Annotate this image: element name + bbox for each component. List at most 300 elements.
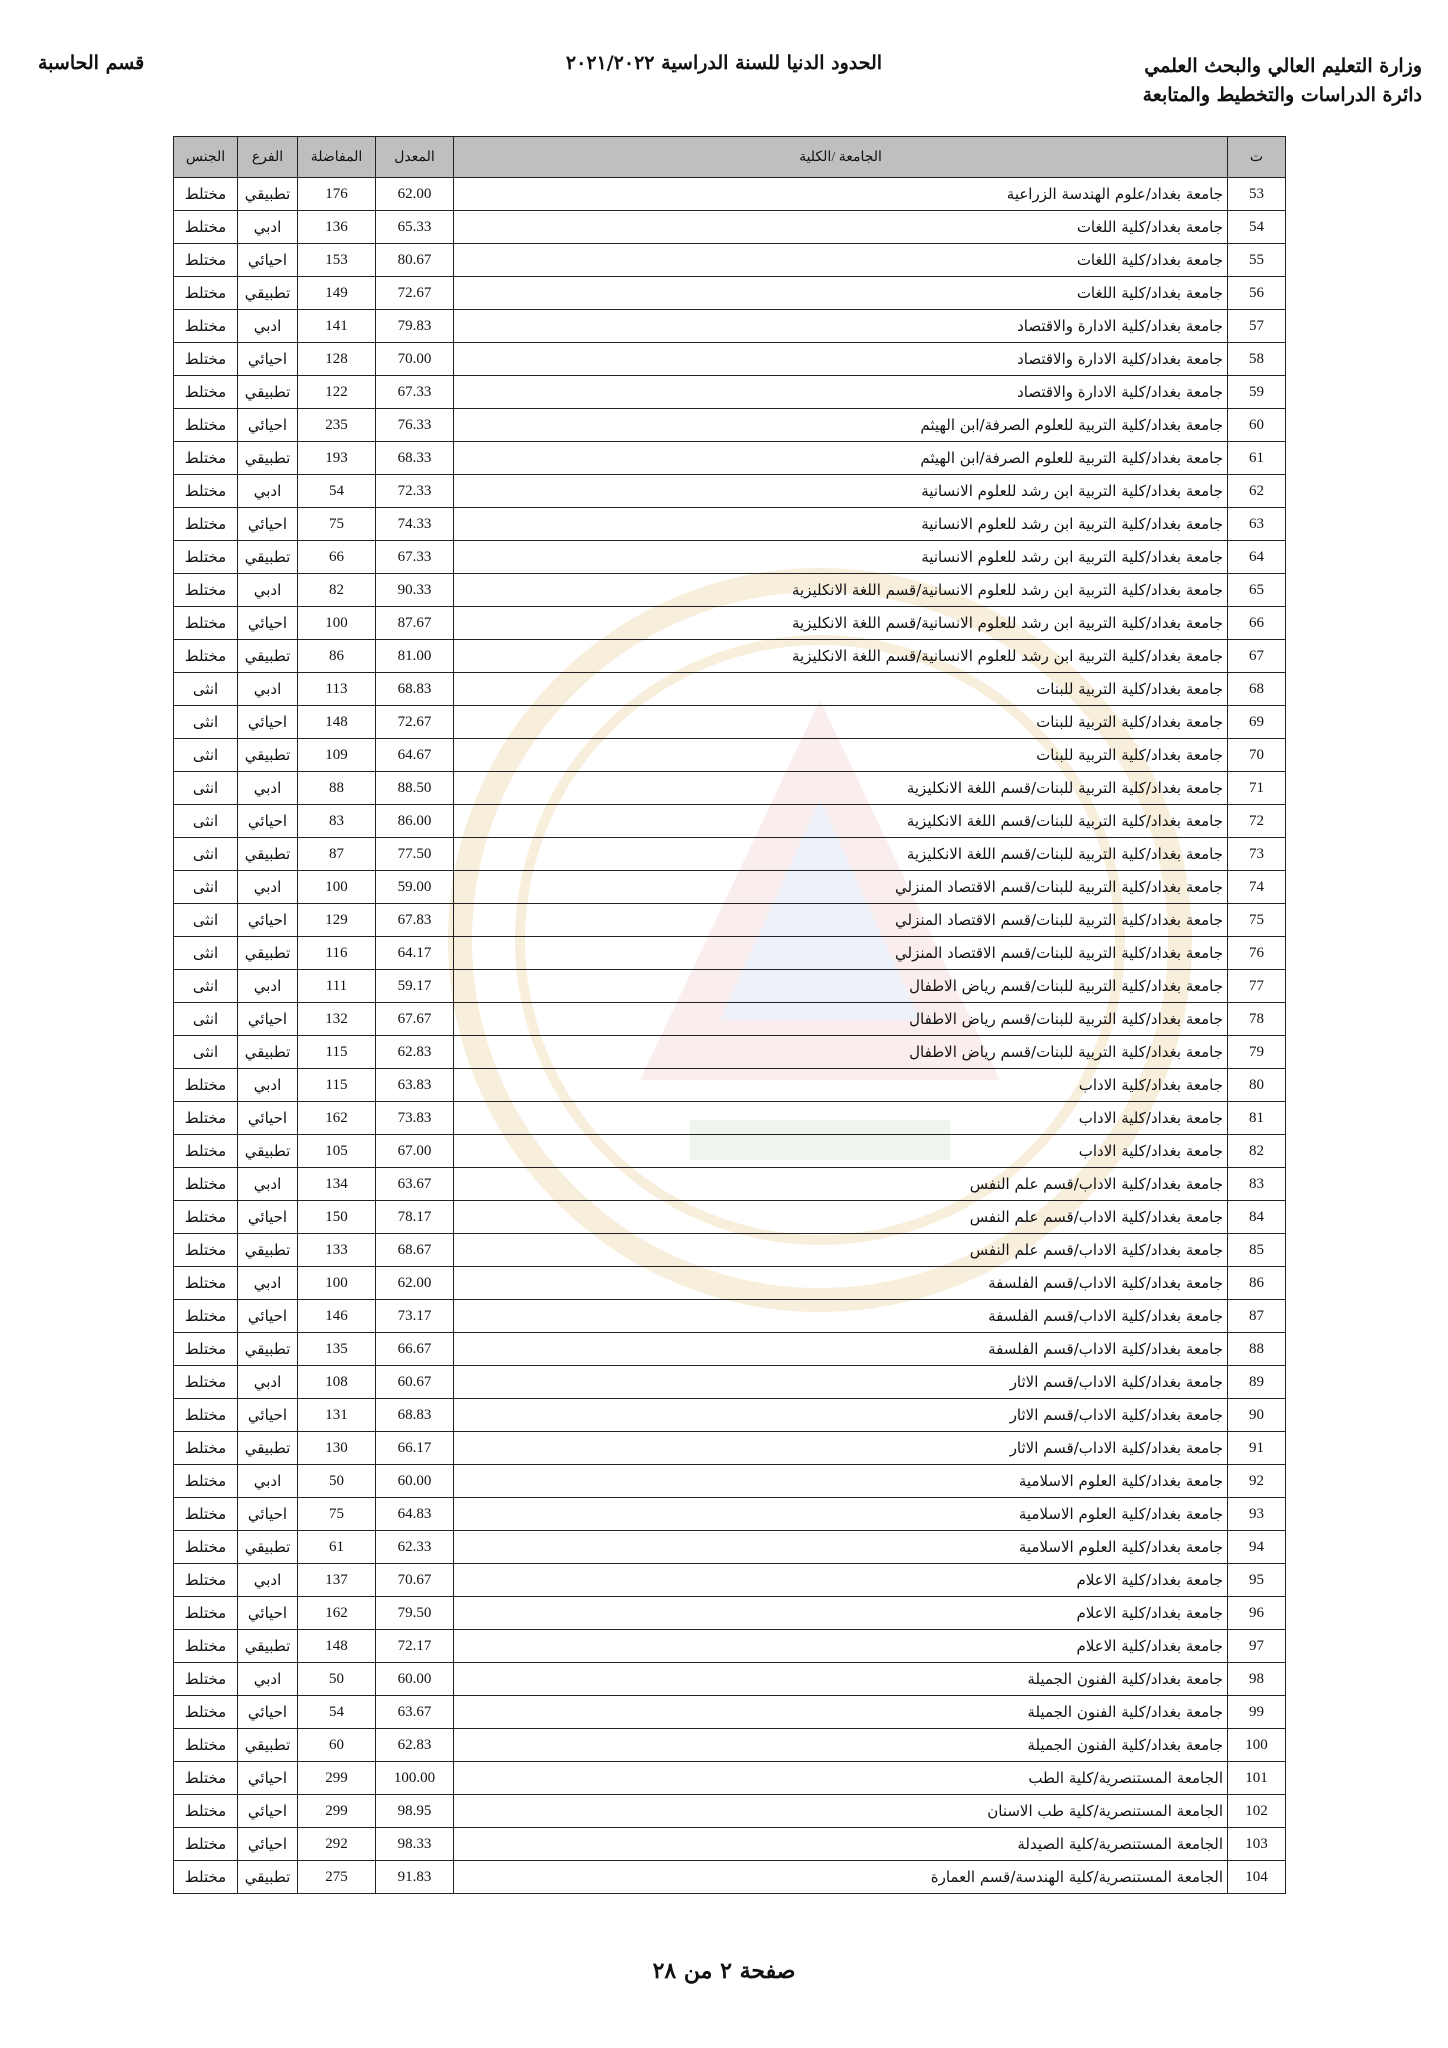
preference-cell: 149 [298, 277, 376, 310]
university-college-cell: جامعة بغداد/كلية التربية للبنات [454, 706, 1228, 739]
row-number-cell: 97 [1228, 1630, 1286, 1663]
branch-cell: احيائي [238, 409, 298, 442]
gender-cell: مختلط [174, 1597, 238, 1630]
row-number-cell: 57 [1228, 310, 1286, 343]
branch-cell: احيائي [238, 1399, 298, 1432]
average-cell: 59.17 [376, 970, 454, 1003]
gender-cell: مختلط [174, 574, 238, 607]
branch-cell: احيائي [238, 1795, 298, 1828]
gender-cell: مختلط [174, 1135, 238, 1168]
gender-cell: مختلط [174, 409, 238, 442]
branch-cell: تطبيقي [238, 376, 298, 409]
gender-cell: مختلط [174, 1366, 238, 1399]
average-cell: 81.00 [376, 640, 454, 673]
gender-cell: مختلط [174, 1069, 238, 1102]
gender-cell: مختلط [174, 640, 238, 673]
table-row [174, 772, 1286, 805]
branch-cell: احيائي [238, 1696, 298, 1729]
branch-cell: احيائي [238, 1003, 298, 1036]
row-number-cell: 82 [1228, 1135, 1286, 1168]
university-college-cell: جامعة بغداد/كلية الاداب [454, 1102, 1228, 1135]
average-cell: 87.67 [376, 607, 454, 640]
gender-cell: انثى [174, 838, 238, 871]
table-row [174, 1597, 1286, 1630]
university-college-cell: الجامعة المستنصرية/كلية الطب [454, 1762, 1228, 1795]
average-cell: 67.00 [376, 1135, 454, 1168]
branch-cell: احيائي [238, 1102, 298, 1135]
branch-cell: ادبي [238, 310, 298, 343]
row-number-cell: 78 [1228, 1003, 1286, 1036]
average-cell: 88.50 [376, 772, 454, 805]
row-number-cell: 89 [1228, 1366, 1286, 1399]
row-number-cell: 100 [1228, 1729, 1286, 1762]
row-number-cell: 56 [1228, 277, 1286, 310]
row-number-cell: 69 [1228, 706, 1286, 739]
preference-cell: 299 [298, 1795, 376, 1828]
average-cell: 67.33 [376, 376, 454, 409]
gender-cell: مختلط [174, 1828, 238, 1861]
branch-cell: تطبيقي [238, 640, 298, 673]
gender-cell: انثى [174, 739, 238, 772]
average-cell: 59.00 [376, 871, 454, 904]
average-cell: 70.67 [376, 1564, 454, 1597]
average-cell: 63.83 [376, 1069, 454, 1102]
preference-cell: 299 [298, 1762, 376, 1795]
row-number-cell: 96 [1228, 1597, 1286, 1630]
average-cell: 98.95 [376, 1795, 454, 1828]
preference-cell: 292 [298, 1828, 376, 1861]
table-row [174, 805, 1286, 838]
average-cell: 60.67 [376, 1366, 454, 1399]
average-cell: 62.83 [376, 1729, 454, 1762]
average-cell: 67.33 [376, 541, 454, 574]
branch-cell: احيائي [238, 1300, 298, 1333]
average-cell: 74.33 [376, 508, 454, 541]
gender-cell: مختلط [174, 1399, 238, 1432]
gender-cell: مختلط [174, 1267, 238, 1300]
university-college-cell: جامعة بغداد/كلية التربية ابن رشد للعلوم الانسانية [454, 475, 1228, 508]
university-college-cell: جامعة بغداد/كلية التربية للبنات/قسم الاقتصاد المنزلي [454, 904, 1228, 937]
branch-cell: تطبيقي [238, 1861, 298, 1894]
university-college-cell: جامعة بغداد/كلية التربية للعلوم الصرفة/ابن الهيثم [454, 442, 1228, 475]
university-college-cell: جامعة بغداد/كلية الادارة والاقتصاد [454, 343, 1228, 376]
branch-cell: ادبي [238, 673, 298, 706]
table-row [174, 673, 1286, 706]
table-row [174, 1432, 1286, 1465]
table-row [174, 1630, 1286, 1663]
average-cell: 60.00 [376, 1465, 454, 1498]
gender-cell: مختلط [174, 1234, 238, 1267]
table-row [174, 1399, 1286, 1432]
gender-cell: مختلط [174, 541, 238, 574]
university-college-cell: جامعة بغداد/كلية التربية للبنات/قسم اللغة الانكليزية [454, 772, 1228, 805]
table-row [174, 310, 1286, 343]
gender-cell: انثى [174, 1036, 238, 1069]
average-cell: 72.17 [376, 1630, 454, 1663]
table-row [174, 1564, 1286, 1597]
row-number-cell: 95 [1228, 1564, 1286, 1597]
preference-cell: 100 [298, 607, 376, 640]
university-college-cell: جامعة بغداد/كلية الادارة والاقتصاد [454, 376, 1228, 409]
preference-cell: 129 [298, 904, 376, 937]
table-row [174, 1729, 1286, 1762]
preference-cell: 193 [298, 442, 376, 475]
branch-cell: ادبي [238, 211, 298, 244]
table-row [174, 640, 1286, 673]
preference-cell: 122 [298, 376, 376, 409]
row-number-cell: 62 [1228, 475, 1286, 508]
preference-cell: 116 [298, 937, 376, 970]
preference-cell: 50 [298, 1663, 376, 1696]
preference-cell: 131 [298, 1399, 376, 1432]
university-college-cell: جامعة بغداد/كلية الاداب/قسم الاثار [454, 1432, 1228, 1465]
branch-cell: احيائي [238, 607, 298, 640]
row-number-cell: 87 [1228, 1300, 1286, 1333]
gender-cell: مختلط [174, 1531, 238, 1564]
gender-cell: مختلط [174, 1696, 238, 1729]
university-college-cell: جامعة بغداد/كلية الاداب/قسم الاثار [454, 1366, 1228, 1399]
table-row [174, 1366, 1286, 1399]
gender-cell: مختلط [174, 607, 238, 640]
table-row [174, 1696, 1286, 1729]
gender-cell: مختلط [174, 1762, 238, 1795]
preference-cell: 105 [298, 1135, 376, 1168]
branch-cell: احيائي [238, 343, 298, 376]
university-college-cell: جامعة بغداد/كلية الاداب [454, 1069, 1228, 1102]
average-cell: 77.50 [376, 838, 454, 871]
university-college-cell: جامعة بغداد/كلية الاداب/قسم علم النفس [454, 1168, 1228, 1201]
preference-cell: 109 [298, 739, 376, 772]
preference-cell: 83 [298, 805, 376, 838]
branch-cell: احيائي [238, 706, 298, 739]
average-cell: 63.67 [376, 1696, 454, 1729]
table-row [174, 1762, 1286, 1795]
branch-cell: احيائي [238, 805, 298, 838]
gender-cell: مختلط [174, 244, 238, 277]
table-row [174, 409, 1286, 442]
university-college-cell: جامعة بغداد/كلية الاداب [454, 1135, 1228, 1168]
branch-cell: احيائي [238, 1828, 298, 1861]
gender-cell: مختلط [174, 1102, 238, 1135]
row-number-cell: 86 [1228, 1267, 1286, 1300]
branch-cell: تطبيقي [238, 541, 298, 574]
average-cell: 62.83 [376, 1036, 454, 1069]
table-row [174, 1300, 1286, 1333]
table-row [174, 1036, 1286, 1069]
preference-cell: 176 [298, 178, 376, 211]
preference-cell: 136 [298, 211, 376, 244]
university-college-cell: جامعة بغداد/كلية العلوم الاسلامية [454, 1531, 1228, 1564]
average-cell: 68.83 [376, 673, 454, 706]
average-cell: 73.83 [376, 1102, 454, 1135]
average-cell: 67.83 [376, 904, 454, 937]
preference-cell: 137 [298, 1564, 376, 1597]
table-row [174, 376, 1286, 409]
table-row [174, 970, 1286, 1003]
table-row [174, 1861, 1286, 1894]
table-row [174, 1498, 1286, 1531]
row-number-cell: 93 [1228, 1498, 1286, 1531]
branch-cell: تطبيقي [238, 1333, 298, 1366]
preference-cell: 87 [298, 838, 376, 871]
university-college-cell: جامعة بغداد/كلية التربية للبنات/قسم الاقتصاد المنزلي [454, 937, 1228, 970]
gender-cell: مختلط [174, 343, 238, 376]
average-cell: 70.00 [376, 343, 454, 376]
average-cell: 72.67 [376, 277, 454, 310]
table-body [174, 178, 1286, 1894]
university-college-cell: الجامعة المستنصرية/كلية طب الاسنان [454, 1795, 1228, 1828]
gender-cell: انثى [174, 1003, 238, 1036]
gender-cell: مختلط [174, 1201, 238, 1234]
gender-cell: مختلط [174, 178, 238, 211]
preference-cell: 75 [298, 1498, 376, 1531]
gender-cell: مختلط [174, 376, 238, 409]
university-college-cell: جامعة بغداد/كلية الفنون الجميلة [454, 1696, 1228, 1729]
table-row [174, 706, 1286, 739]
row-number-cell: 55 [1228, 244, 1286, 277]
row-number-cell: 79 [1228, 1036, 1286, 1069]
university-college-cell: جامعة بغداد/كلية اللغات [454, 211, 1228, 244]
preference-cell: 275 [298, 1861, 376, 1894]
page-number: صفحة ٢ من ٢٨ [652, 1958, 796, 1984]
table-row [174, 937, 1286, 970]
average-cell: 90.33 [376, 574, 454, 607]
average-cell: 79.83 [376, 310, 454, 343]
row-number-cell: 53 [1228, 178, 1286, 211]
row-number-cell: 83 [1228, 1168, 1286, 1201]
table-row [174, 1465, 1286, 1498]
university-college-cell: جامعة بغداد/كلية العلوم الاسلامية [454, 1465, 1228, 1498]
university-college-cell: جامعة بغداد/كلية التربية للبنات/قسم الاقتصاد المنزلي [454, 871, 1228, 904]
university-college-cell: الجامعة المستنصرية/كلية الهندسة/قسم العمارة [454, 1861, 1228, 1894]
branch-cell: تطبيقي [238, 442, 298, 475]
branch-cell: ادبي [238, 1366, 298, 1399]
university-college-cell: جامعة بغداد/علوم الهندسة الزراعية [454, 178, 1228, 211]
table-row [174, 244, 1286, 277]
branch-cell: تطبيقي [238, 178, 298, 211]
university-college-cell: جامعة بغداد/كلية الاداب/قسم الاثار [454, 1399, 1228, 1432]
branch-cell: احيائي [238, 244, 298, 277]
average-cell: 67.67 [376, 1003, 454, 1036]
preference-cell: 153 [298, 244, 376, 277]
branch-cell: تطبيقي [238, 1432, 298, 1465]
gender-cell: انثى [174, 772, 238, 805]
university-college-cell: جامعة بغداد/كلية التربية للبنات/قسم رياض الاطفال [454, 1036, 1228, 1069]
preference-cell: 150 [298, 1201, 376, 1234]
table-row [174, 541, 1286, 574]
branch-cell: احيائي [238, 1762, 298, 1795]
average-cell: 64.17 [376, 937, 454, 970]
row-number-cell: 76 [1228, 937, 1286, 970]
gender-cell: مختلط [174, 1498, 238, 1531]
table-row [174, 1531, 1286, 1564]
average-cell: 76.33 [376, 409, 454, 442]
row-number-cell: 90 [1228, 1399, 1286, 1432]
branch-cell: احيائي [238, 1597, 298, 1630]
gender-cell: مختلط [174, 1465, 238, 1498]
gender-cell: مختلط [174, 310, 238, 343]
branch-cell: تطبيقي [238, 1234, 298, 1267]
row-number-cell: 67 [1228, 640, 1286, 673]
preference-cell: 50 [298, 1465, 376, 1498]
university-college-cell: جامعة بغداد/كلية اللغات [454, 277, 1228, 310]
row-number-cell: 80 [1228, 1069, 1286, 1102]
table-header-row [174, 137, 1286, 178]
preference-cell: 100 [298, 871, 376, 904]
table-row [174, 1234, 1286, 1267]
admission-table [173, 136, 1286, 1894]
preference-cell: 108 [298, 1366, 376, 1399]
row-number-cell: 60 [1228, 409, 1286, 442]
university-college-cell: جامعة بغداد/كلية الاداب/قسم الفلسفة [454, 1267, 1228, 1300]
average-cell: 63.67 [376, 1168, 454, 1201]
table-row [174, 475, 1286, 508]
table-row [174, 904, 1286, 937]
university-college-cell: جامعة بغداد/كلية التربية ابن رشد للعلوم الانسانية/قسم اللغة الانكليزية [454, 640, 1228, 673]
preference-cell: 235 [298, 409, 376, 442]
average-cell: 68.33 [376, 442, 454, 475]
university-college-cell: جامعة بغداد/كلية العلوم الاسلامية [454, 1498, 1228, 1531]
row-number-cell: 81 [1228, 1102, 1286, 1135]
gender-cell: انثى [174, 937, 238, 970]
gender-cell: مختلط [174, 1432, 238, 1465]
table-row [174, 1828, 1286, 1861]
gender-cell: انثى [174, 706, 238, 739]
gender-cell: انثى [174, 904, 238, 937]
preference-cell: 141 [298, 310, 376, 343]
table-row [174, 1003, 1286, 1036]
gender-cell: مختلط [174, 1168, 238, 1201]
row-number-cell: 84 [1228, 1201, 1286, 1234]
university-college-cell: جامعة بغداد/كلية التربية للبنات [454, 739, 1228, 772]
university-college-cell: جامعة بغداد/كلية الادارة والاقتصاد [454, 310, 1228, 343]
preference-cell: 82 [298, 574, 376, 607]
preference-cell: 54 [298, 1696, 376, 1729]
preference-cell: 130 [298, 1432, 376, 1465]
table-row [174, 838, 1286, 871]
table-row [174, 1795, 1286, 1828]
preference-cell: 115 [298, 1036, 376, 1069]
table-row [174, 508, 1286, 541]
branch-cell: ادبي [238, 1069, 298, 1102]
gender-cell: انثى [174, 871, 238, 904]
row-number-cell: 65 [1228, 574, 1286, 607]
average-cell: 79.50 [376, 1597, 454, 1630]
preference-cell: 148 [298, 706, 376, 739]
row-number-cell: 66 [1228, 607, 1286, 640]
branch-cell: تطبيقي [238, 838, 298, 871]
row-number-cell: 72 [1228, 805, 1286, 838]
row-number-cell: 92 [1228, 1465, 1286, 1498]
university-college-cell: جامعة بغداد/كلية التربية ابن رشد للعلوم الانسانية/قسم اللغة الانكليزية [454, 607, 1228, 640]
column-header-average: المعدل [376, 137, 454, 178]
table-row [174, 442, 1286, 475]
university-college-cell: جامعة بغداد/كلية التربية للبنات/قسم رياض الاطفال [454, 1003, 1228, 1036]
preference-cell: 86 [298, 640, 376, 673]
row-number-cell: 58 [1228, 343, 1286, 376]
row-number-cell: 59 [1228, 376, 1286, 409]
row-number-cell: 104 [1228, 1861, 1286, 1894]
university-college-cell: جامعة بغداد/كلية الاداب/قسم الفلسفة [454, 1300, 1228, 1333]
average-cell: 66.67 [376, 1333, 454, 1366]
branch-cell: ادبي [238, 1564, 298, 1597]
average-cell: 62.00 [376, 178, 454, 211]
university-college-cell: جامعة بغداد/كلية التربية للبنات/قسم اللغة الانكليزية [454, 805, 1228, 838]
row-number-cell: 68 [1228, 673, 1286, 706]
branch-cell: تطبيقي [238, 1729, 298, 1762]
table-row [174, 1267, 1286, 1300]
average-cell: 62.33 [376, 1531, 454, 1564]
table-row [174, 1201, 1286, 1234]
university-college-cell: جامعة بغداد/كلية التربية للبنات/قسم اللغة الانكليزية [454, 838, 1228, 871]
table-row [174, 871, 1286, 904]
branch-cell: احيائي [238, 1498, 298, 1531]
row-number-cell: 70 [1228, 739, 1286, 772]
preference-cell: 133 [298, 1234, 376, 1267]
column-header-number: ت [1228, 137, 1286, 178]
branch-cell: تطبيقي [238, 1630, 298, 1663]
branch-cell: احيائي [238, 904, 298, 937]
branch-cell: تطبيقي [238, 937, 298, 970]
average-cell: 72.33 [376, 475, 454, 508]
average-cell: 66.17 [376, 1432, 454, 1465]
university-college-cell: جامعة بغداد/كلية التربية للبنات/قسم رياض الاطفال [454, 970, 1228, 1003]
average-cell: 60.00 [376, 1663, 454, 1696]
average-cell: 98.33 [376, 1828, 454, 1861]
branch-cell: ادبي [238, 772, 298, 805]
branch-cell: ادبي [238, 574, 298, 607]
preference-cell: 134 [298, 1168, 376, 1201]
preference-cell: 61 [298, 1531, 376, 1564]
table-row [174, 1168, 1286, 1201]
branch-cell: تطبيقي [238, 739, 298, 772]
row-number-cell: 54 [1228, 211, 1286, 244]
gender-cell: انثى [174, 673, 238, 706]
table-row [174, 178, 1286, 211]
preference-cell: 115 [298, 1069, 376, 1102]
branch-cell: ادبي [238, 871, 298, 904]
row-number-cell: 102 [1228, 1795, 1286, 1828]
document-title: الحدود الدنيا للسنة الدراسية ٢٠٢١/٢٠٢٢ [565, 52, 883, 74]
branch-cell: تطبيقي [238, 277, 298, 310]
table-row [174, 343, 1286, 376]
table-row [174, 739, 1286, 772]
table-row [174, 1102, 1286, 1135]
average-cell: 78.17 [376, 1201, 454, 1234]
university-college-cell: جامعة بغداد/كلية الاعلام [454, 1597, 1228, 1630]
row-number-cell: 91 [1228, 1432, 1286, 1465]
gender-cell: انثى [174, 805, 238, 838]
preference-cell: 162 [298, 1102, 376, 1135]
average-cell: 62.00 [376, 1267, 454, 1300]
department-name: دائرة الدراسات والتخطيط والمتابعة [1142, 84, 1422, 106]
preference-cell: 111 [298, 970, 376, 1003]
average-cell: 91.83 [376, 1861, 454, 1894]
average-cell: 72.67 [376, 706, 454, 739]
gender-cell: مختلط [174, 1795, 238, 1828]
average-cell: 100.00 [376, 1762, 454, 1795]
row-number-cell: 73 [1228, 838, 1286, 871]
university-college-cell: جامعة بغداد/كلية الاعلام [454, 1630, 1228, 1663]
branch-cell: ادبي [238, 475, 298, 508]
average-cell: 68.83 [376, 1399, 454, 1432]
university-college-cell: جامعة بغداد/كلية اللغات [454, 244, 1228, 277]
gender-cell: مختلط [174, 1300, 238, 1333]
branch-cell: احيائي [238, 508, 298, 541]
row-number-cell: 103 [1228, 1828, 1286, 1861]
gender-cell: مختلط [174, 211, 238, 244]
column-header-preference: المفاضلة [298, 137, 376, 178]
